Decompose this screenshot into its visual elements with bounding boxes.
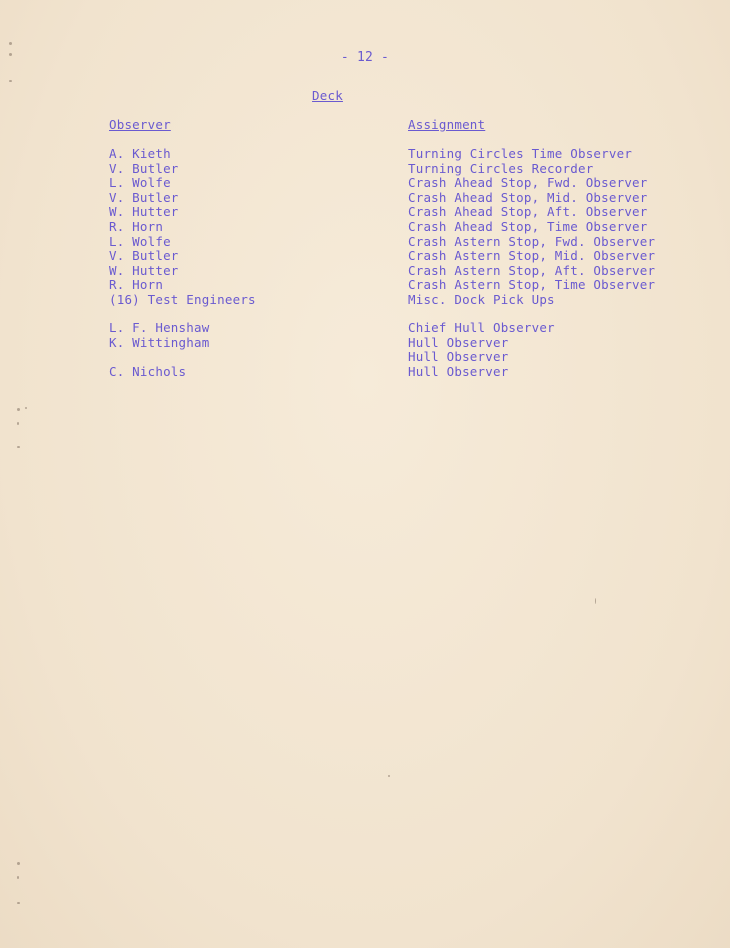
assignment-entry: Crash Ahead Stop, Mid. Observer xyxy=(408,189,648,205)
observer-entry-blank xyxy=(109,350,209,365)
assignment-entry: Crash Ahead Stop, Time Observer xyxy=(408,218,648,234)
observer-entry: V. Butler xyxy=(109,189,179,205)
observer-entry: R. Horn xyxy=(109,218,164,234)
paper-speck xyxy=(9,42,12,45)
paper-speck xyxy=(17,446,20,448)
observer-entry: K. Wittingham xyxy=(109,334,210,350)
observer-list xyxy=(109,147,256,308)
assignment-entry: Chief Hull Observer xyxy=(408,320,555,335)
observer-entry: W. Hutter xyxy=(109,262,179,278)
observer-entry: V. Butler xyxy=(109,160,179,176)
assignment-entry: Turning Circles Recorder xyxy=(408,160,594,176)
assignment-entry: Turning Circles Time Observer xyxy=(408,146,633,161)
observer-entry: A. Kieth xyxy=(109,146,171,161)
paper-speck xyxy=(17,876,19,879)
observer-entry: L. F. Henshaw xyxy=(109,320,210,335)
observer-entry: (16) Test Engineers xyxy=(109,291,256,307)
observer-entry: L. Wolfe xyxy=(109,175,171,191)
assignment-list xyxy=(408,147,655,308)
paper-speck xyxy=(388,775,390,777)
observer-entry: W. Hutter xyxy=(109,204,179,220)
paper-speck xyxy=(17,422,19,425)
assignment-entry: Crash Astern Stop, Aft. Observer xyxy=(408,262,656,278)
paper-speck xyxy=(25,407,27,409)
assignment-entry: Crash Ahead Stop, Fwd. Observer xyxy=(408,175,648,191)
assignment-entry: Crash Astern Stop, Fwd. Observer xyxy=(408,233,656,249)
assignment-entry: Hull Observer xyxy=(408,363,509,379)
assignment-entry: Crash Astern Stop, Time Observer xyxy=(408,277,656,293)
paper-speck xyxy=(17,408,20,411)
observer-column-heading: Observer xyxy=(109,117,171,132)
hull-observer-list xyxy=(109,321,209,379)
observer-entry: R. Horn xyxy=(109,277,164,293)
assignment-entry: Hull Observer xyxy=(408,349,509,365)
assignment-column-heading: Assignment xyxy=(408,117,486,132)
page-number: - 12 - xyxy=(340,50,390,65)
observer-entry: C. Nichols xyxy=(109,363,187,379)
observer-entry: L. Wolfe xyxy=(109,233,171,249)
paper-speck xyxy=(17,902,20,904)
paper-speck xyxy=(9,53,12,56)
observer-entry: V. Butler xyxy=(109,248,179,264)
paper-speck xyxy=(9,80,12,82)
section-title: Deck xyxy=(312,88,343,103)
paper-speck xyxy=(595,598,596,604)
assignment-entry: Misc. Dock Pick Ups xyxy=(408,291,555,307)
paper-speck xyxy=(17,862,20,865)
assignment-entry: Hull Observer xyxy=(408,334,509,350)
hull-assignment-list xyxy=(408,321,555,379)
assignment-entry: Crash Ahead Stop, Aft. Observer xyxy=(408,204,648,220)
assignment-entry: Crash Astern Stop, Mid. Observer xyxy=(408,248,656,264)
